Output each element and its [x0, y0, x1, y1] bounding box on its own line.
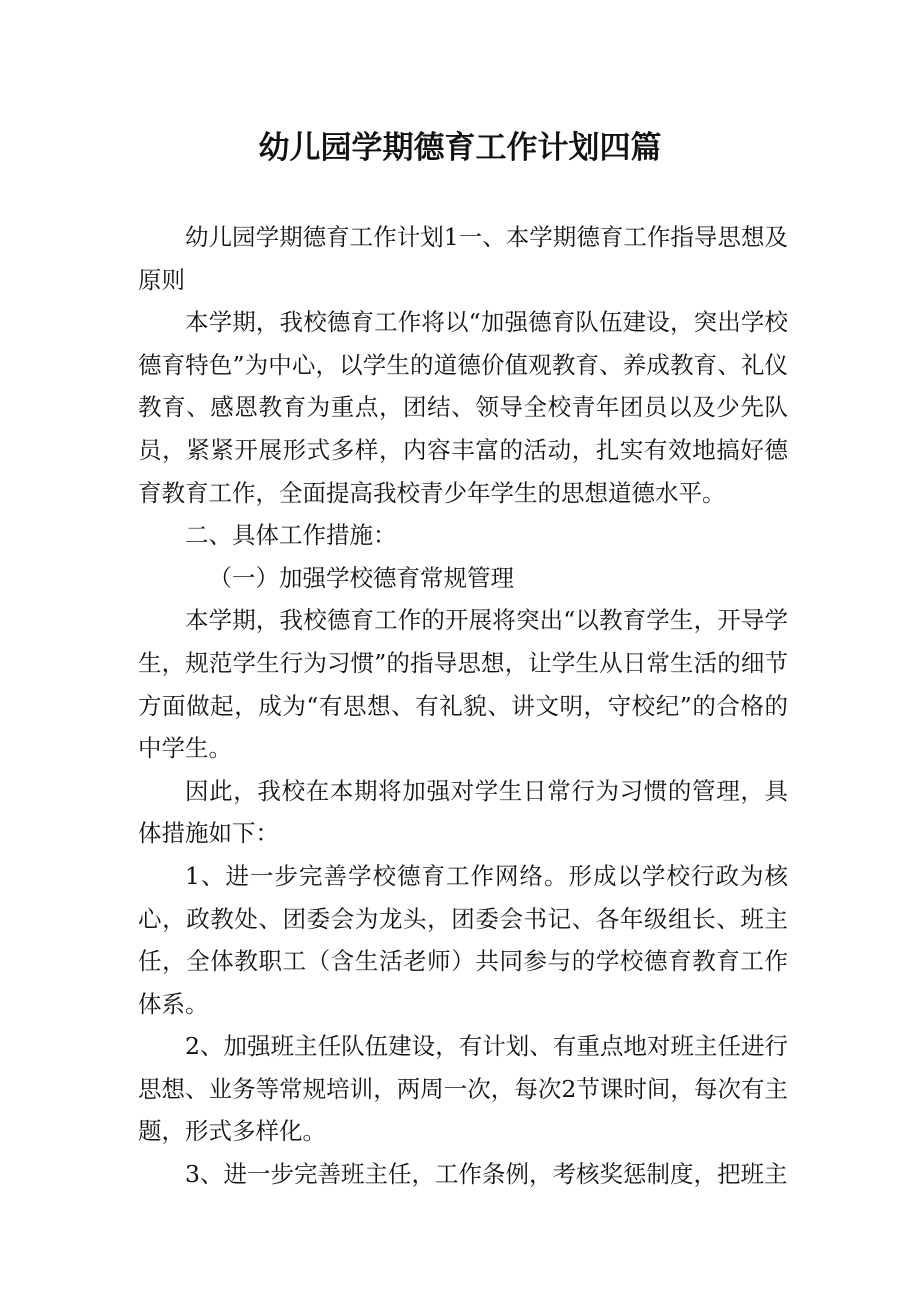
paragraph: 本学期，我校德育工作的开展将突出“以教育学生，开导学生，规范学生行为习惯”的指导思想，让学生从日常生活的细节方面做起，成为“有思想、有礼貌、讲文明，守校纪”的合格的中学生。 [138, 606, 788, 763]
paragraph: 二、具体工作措施： [185, 521, 397, 550]
paragraph: （一）加强学校德育常规管理 [208, 563, 514, 592]
paragraph: 幼儿园学期德育工作计划1一、本学期德育工作指导思想及原则 [138, 223, 788, 294]
paragraph: 1、进一步完善学校德育工作网络。形成以学校行政为核心，政教处、团委会为龙头，团委会书记、各年级组长、班主任，全体教职工（含生活老师）共同参与的学校德育教育工作体系。 [138, 861, 788, 1018]
document-title: 幼儿园学期德育工作计划四篇 [258, 130, 662, 166]
paragraph: 3、进一步完善班主任，工作条例，考核奖惩制度，把班主 [185, 1160, 788, 1189]
document-body [138, 216, 788, 1196]
paragraph: 2、加强班主任队伍建设，有计划、有重点地对班主任进行思想、业务等常规培训，两周一次，每次2节课时间，每次有主题，形式多样化。 [138, 1032, 788, 1146]
paragraph: 因此，我校在本期将加强对学生日常行为习惯的管理，具体措施如下： [138, 776, 788, 848]
paragraph: 本学期，我校德育工作将以“加强德育队伍建设，突出学校德育特色”为中心，以学生的道德价值观教育、养成教育、礼仪教育、感恩教育为重点，团结、领导全校青年团员以及少先队员，紧紧开展形式多样，内容丰富的活动，扎实有效地搞好德育教育工作，全面提高我校青少年学生的思想道德水平。 [138, 308, 788, 507]
